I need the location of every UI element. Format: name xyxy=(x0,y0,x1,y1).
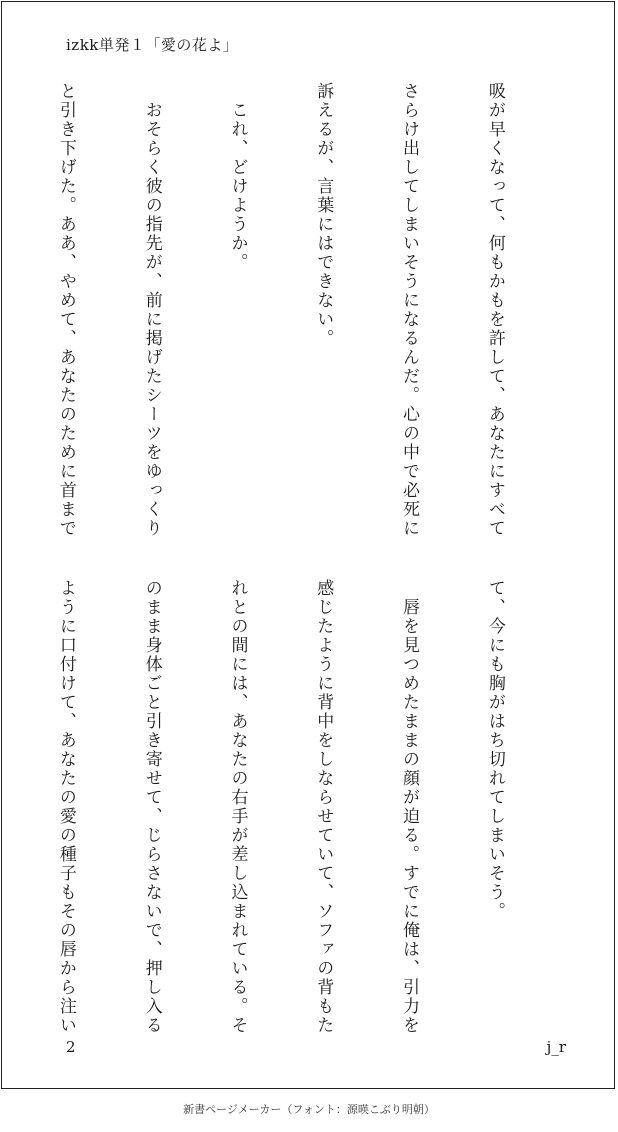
page-number: 2 xyxy=(66,1038,76,1056)
text-line: さらけ出してしまいそうになるんだ。心の中で必死に xyxy=(399,82,420,538)
text-line: のまま身体ごと引き寄せて、じらさないで、押し入る xyxy=(141,579,162,1035)
text-line: これ、どけようか。 xyxy=(227,82,248,272)
text-line: 唇を見つめたままの顔が迫る。すでに俺は、引力を xyxy=(399,579,420,1035)
author-name: j_r xyxy=(546,1038,566,1056)
text-line: と引き下げた。ああ、やめて、あなたのために首まで xyxy=(55,82,76,538)
text-block-bottom xyxy=(0,579,566,1035)
text-line: れとの間には、あなたの右手が差し込まれている。そ xyxy=(227,579,248,1035)
text-line: て、今にも胸がはち切れてしまいそう。 xyxy=(484,579,505,921)
text-block-top xyxy=(0,82,566,552)
book-page xyxy=(1,1,615,1089)
page-title: izkk単発１「愛の花よ」 xyxy=(66,36,239,54)
text-line: 吸が早くなって、何もかもを許して、あなたにすべて xyxy=(484,82,505,538)
text-line: ように口付けて、あなたの愛の種子もその唇から注い xyxy=(55,579,76,1035)
text-line: おそらく彼の指先が、前に掲げたシーツをゆっくり xyxy=(141,82,162,538)
footer-credit: 新書ページメーカー（フォント：源暎こぶり明朝） xyxy=(183,1103,435,1116)
text-line: 感じたように背中をしならせていて、ソファの背もた xyxy=(313,579,334,1035)
text-line: 訴えるが、言葉にはできない。 xyxy=(313,82,334,348)
